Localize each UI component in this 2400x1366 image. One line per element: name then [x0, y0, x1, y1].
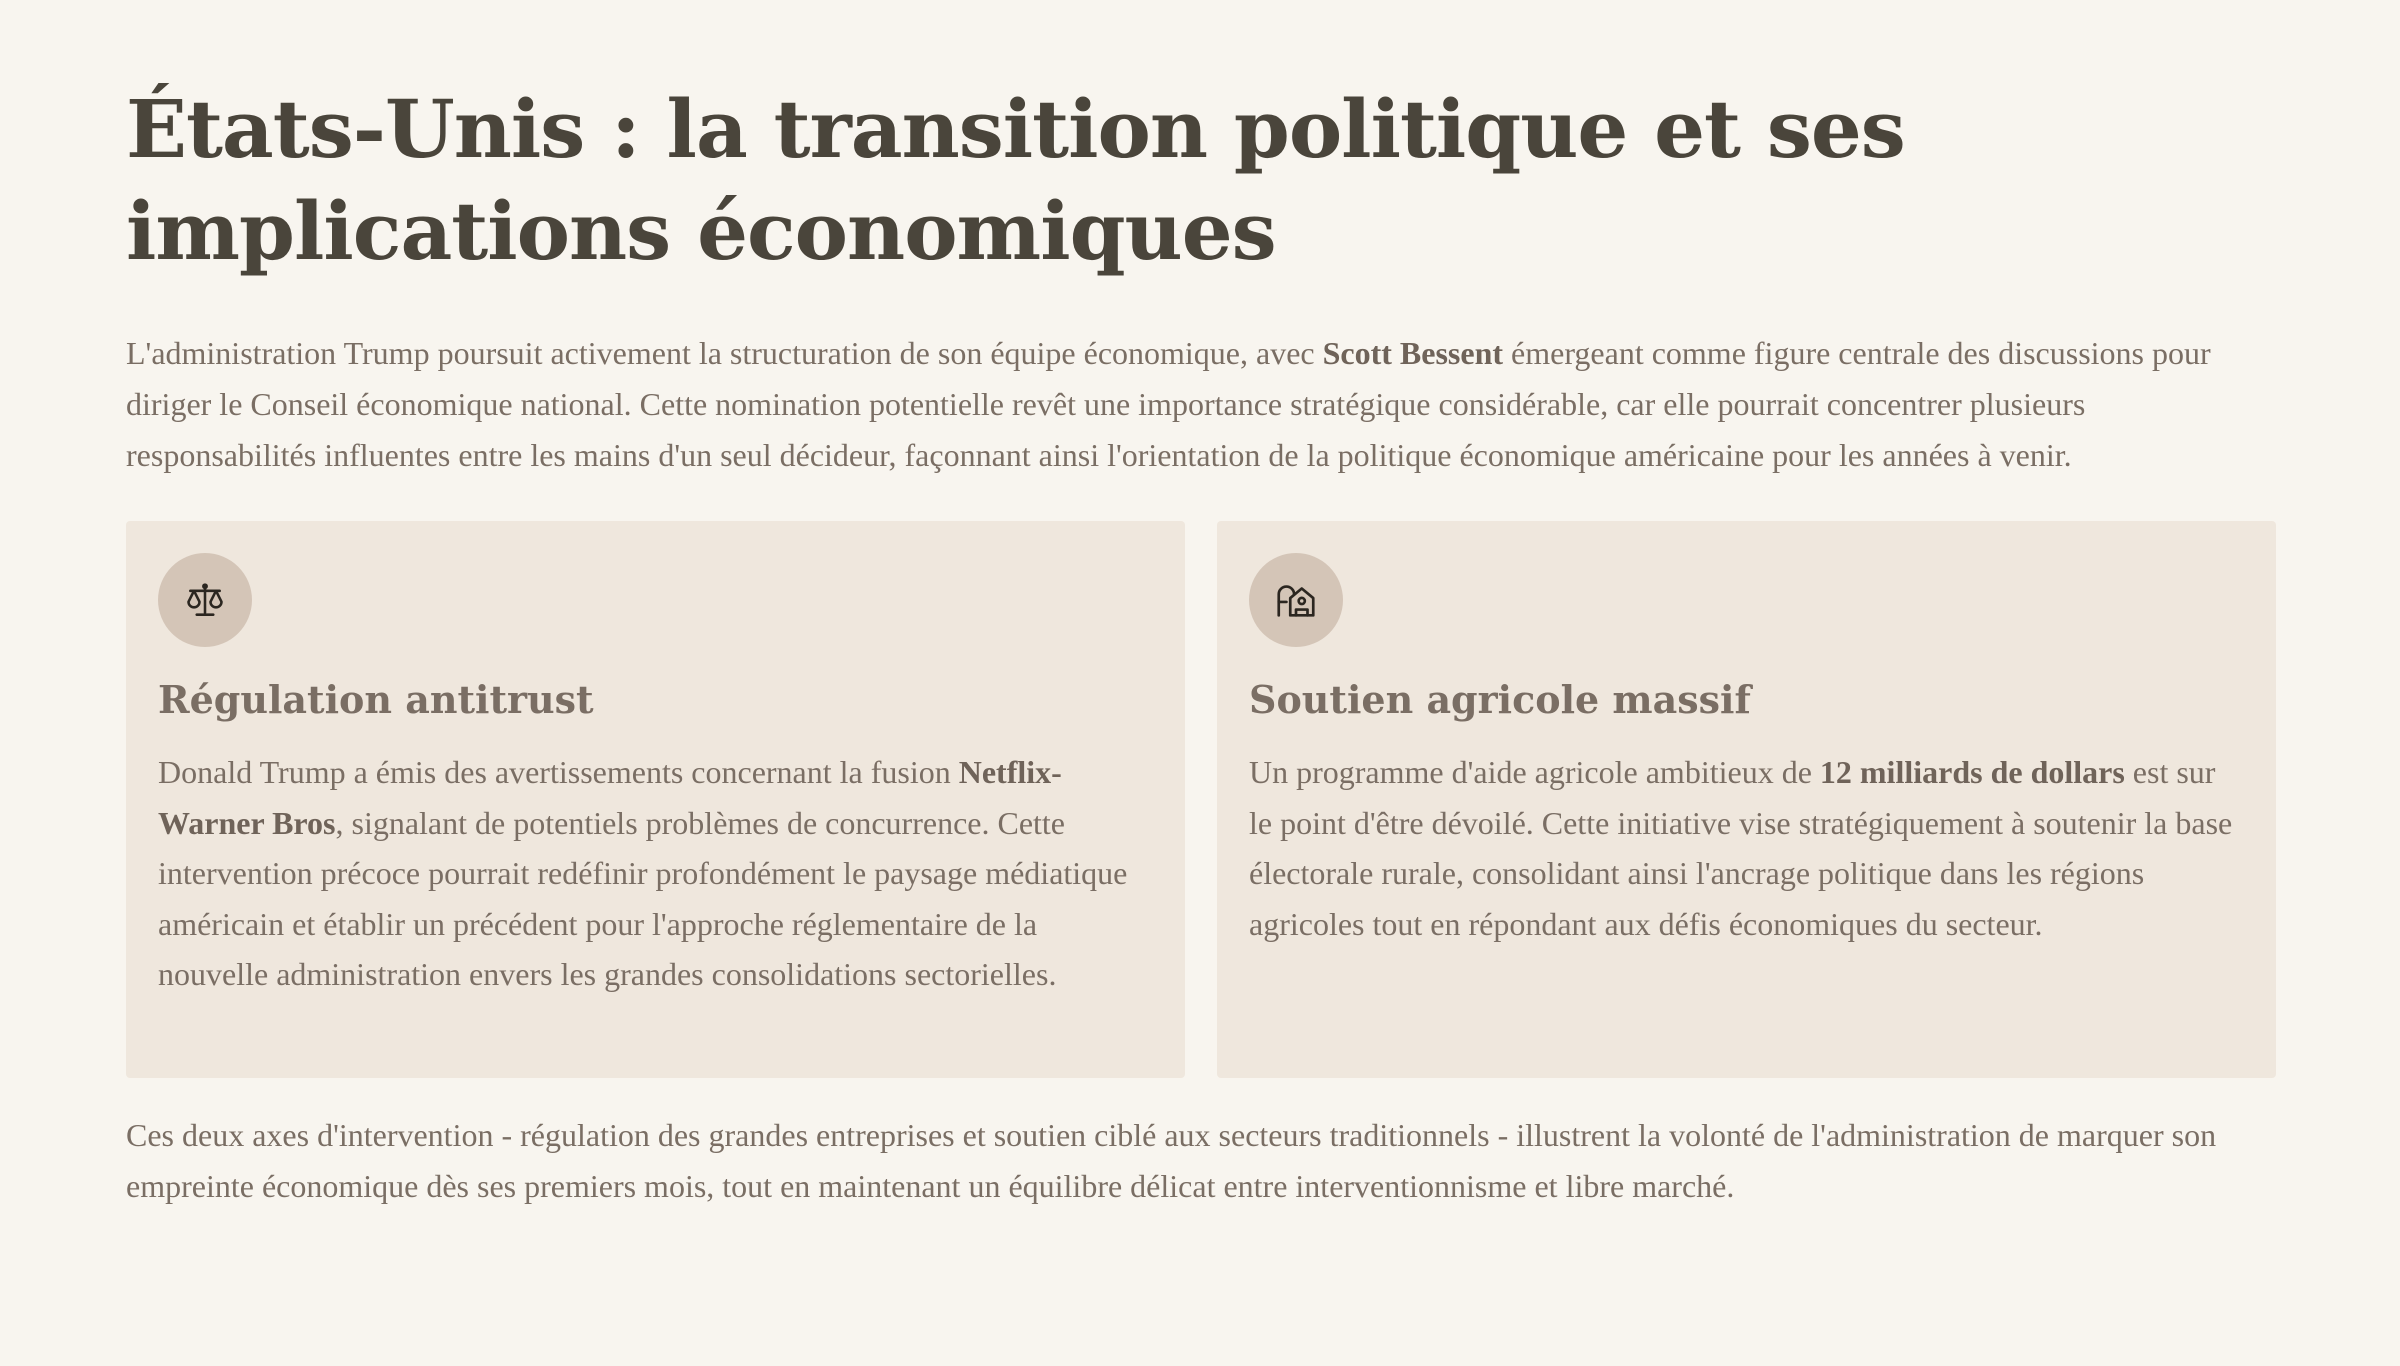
conclusion-paragraph: Ces deux axes d'intervention - régulation des grandes entreprises et soutien ciblé aux secteurs traditionnels - illustrent la volonté de l'administration de marquer son empreinte économique dès ses premiers mois, tout en maintenant un équilibre délicat entre interventionnisme et libre marché.	[126, 1117, 2217, 1204]
intro-text-end: émergeant comme figure centrale des discussions pour diriger le Conseil économique national. Cette nomination potentielle revêt une importance stratégique considérable, car elle pourrait concentrer plusieurs responsabilités influentes entre les mains d'un seul décideur, façonnant ainsi l'orientation de la politique économique américaine pour les années à venir.	[126, 335, 2211, 473]
page-title: États-Unis : la transition politique et ses implications économiques	[126, 82, 1905, 278]
card-text-antitrust	[158, 747, 1153, 1000]
card-title-agriculture: Soutien agricole massif	[1249, 677, 1751, 722]
farm-barn-icon	[1273, 577, 1319, 623]
scale-icon-badge	[158, 553, 252, 647]
scale-icon	[183, 578, 227, 622]
card-antitrust	[126, 521, 1185, 1078]
card-title-antitrust: Régulation antitrust	[158, 677, 594, 722]
card-text-highlight: 12 milliards de dollars	[1819, 754, 2125, 790]
article	[126, 0, 2276, 1212]
farm-barn-icon-badge	[1249, 553, 1343, 647]
card-text-start: Donald Trump a émis des avertissements concernant la fusion	[158, 754, 959, 790]
card-agriculture	[1217, 521, 2276, 1078]
card-text-end: , signalant de potentiels problèmes de concurrence. Cette intervention précoce pourrait redéfinir profondément le paysage médiatique américain et établir un précédent pour l'approche réglementaire de la nouvelle administration envers les grandes consolidations sectorielles.	[158, 804, 1128, 992]
intro-paragraph	[126, 328, 2276, 481]
cards-row	[126, 521, 2276, 1078]
intro-highlight: Scott Bessent	[1322, 335, 1504, 371]
card-text-highlight: Netflix-Warner Bros	[158, 754, 1062, 841]
card-text-end: est sur le point d'être dévoilé. Cette initiative vise stratégiquement à soutenir la base électorale rurale, consolidant ainsi l'ancrage politique dans les régions agricoles tout en répondant aux défis économiques du secteur.	[1249, 754, 2233, 942]
intro-text-start: L'administration Trump poursuit activement la structuration de son équipe économique, avec	[126, 335, 1323, 371]
card-text-start: Un programme d'aide agricole ambitieux de	[1249, 754, 1820, 790]
card-text-agriculture	[1249, 747, 2244, 949]
